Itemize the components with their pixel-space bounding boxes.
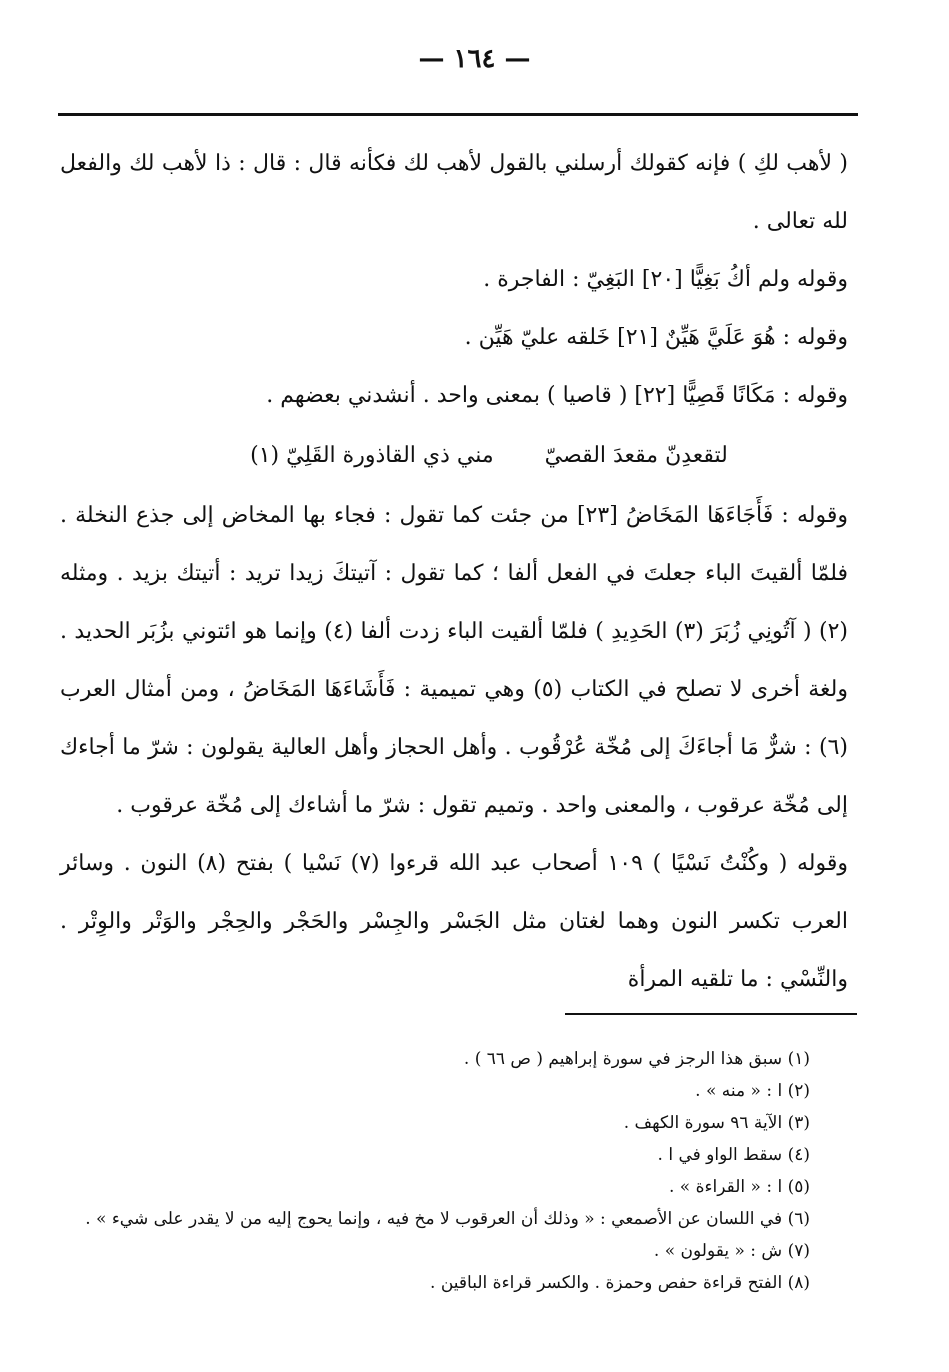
footnotes	[80, 1043, 810, 1299]
main-text	[60, 135, 848, 1009]
paragraph: وقوله ( وكُنْتُ نَسْيًا ) ١٠٩ أصحاب عبد الله قرءوا (٧) نَسْيا ) بفتح (٨) النون . وسائر العرب تكسر النون وهما لغتان مثل الجَسْر والجِسْر والحَجْر والحِجْر والوَتْر والوِتْر . والنِّسْي : ما تلقيه المرأة	[60, 851, 848, 992]
footnote: (٧) ش : « يقولون » .	[653, 1241, 810, 1261]
footnote: (٤) سقط الواو في ا .	[657, 1145, 810, 1165]
paragraph: ( لأهب لكِ ) فإنه كقولك أرسلني بالقول لأهب لك فكأنه قال : قال : ذا لأهب لك والفعل لله تعالى .	[60, 151, 848, 234]
footnote: (٢) ا : « منه » .	[695, 1081, 810, 1101]
footnote: (٥) ا : « القراءة » .	[669, 1177, 810, 1197]
footnote-rule	[565, 1013, 857, 1015]
verse-hemistich-right: لتقعدِنّ مقعدَ القصيّ	[544, 443, 728, 468]
page-number: — ١٦٤ —	[418, 44, 531, 74]
paragraph: وقوله : هُوَ عَلَيَّ هَيِّنٌ [٢١] خَلقه عليّ هَيِّن .	[464, 325, 848, 350]
verse-hemistich-left: مني ذي القاذورة القَلِيّ (١)	[250, 443, 494, 468]
footnote: (١) سبق هذا الرجز في سورة إبراهيم ( ص ٦٦ ) .	[463, 1049, 810, 1069]
footnote: (٦) في اللسان عن الأصمعي : « وذلك أن العرقوب لا مخ فيه ، وإنما يحوج إليه من لا يقدر على شيء » .	[85, 1209, 810, 1229]
verse-line	[60, 425, 848, 487]
paragraph: وقوله : فَأَجَاءَهَا المَخَاضُ [٢٣] من جئت كما تقول : فجاء بها المخاض إلى جذع النخلة . فلمّا ألقيتَ الباء جعلتَ في الفعل ألفا ؛ كما تقول : آتيتكَ زيدا تريد : أتيتك بزيد . ومثله (٢) ( آتُونِي زُبَرَ (٣) الحَدِيدِ ) فلمّا ألقيت الباء زدت ألفا (٤) وإنما هو ائتوني بزُبَر الحديد . ولغة أخرى لا تصلح في الكتاب (٥) وهي تميمية : فَأَشَاءَهَا المَخَاضُ ، ومن أمثال العرب (٦) : شرٌّ مَا أجاءَكَ إلى مُخّة عُرْقُوب . وأهل الحجاز وأهل العالية يقولون : شرّ ما أجاءك إلى مُخّة عرقوب ، والمعنى واحد . وتميم تقول : شرّ ما أشاءك إلى مُخّة عرقوب .	[60, 503, 848, 818]
paragraph: وقوله ولم أكُ بَغِيًّا [٢٠] البَغِيّ : الفاجرة .	[483, 267, 848, 292]
paragraph: وقوله : مَكَانًا قَصِيًّا [٢٢] ( قاصيا ) بمعنى واحد . أنشدني بعضهم .	[266, 383, 848, 408]
footnote: (٨) الفتح قراءة حفص وحمزة . والكسر قراءة الباقين .	[430, 1273, 810, 1293]
footnote: (٣) الآية ٩٦ سورة الكهف .	[623, 1113, 810, 1133]
header-rule	[58, 113, 858, 116]
